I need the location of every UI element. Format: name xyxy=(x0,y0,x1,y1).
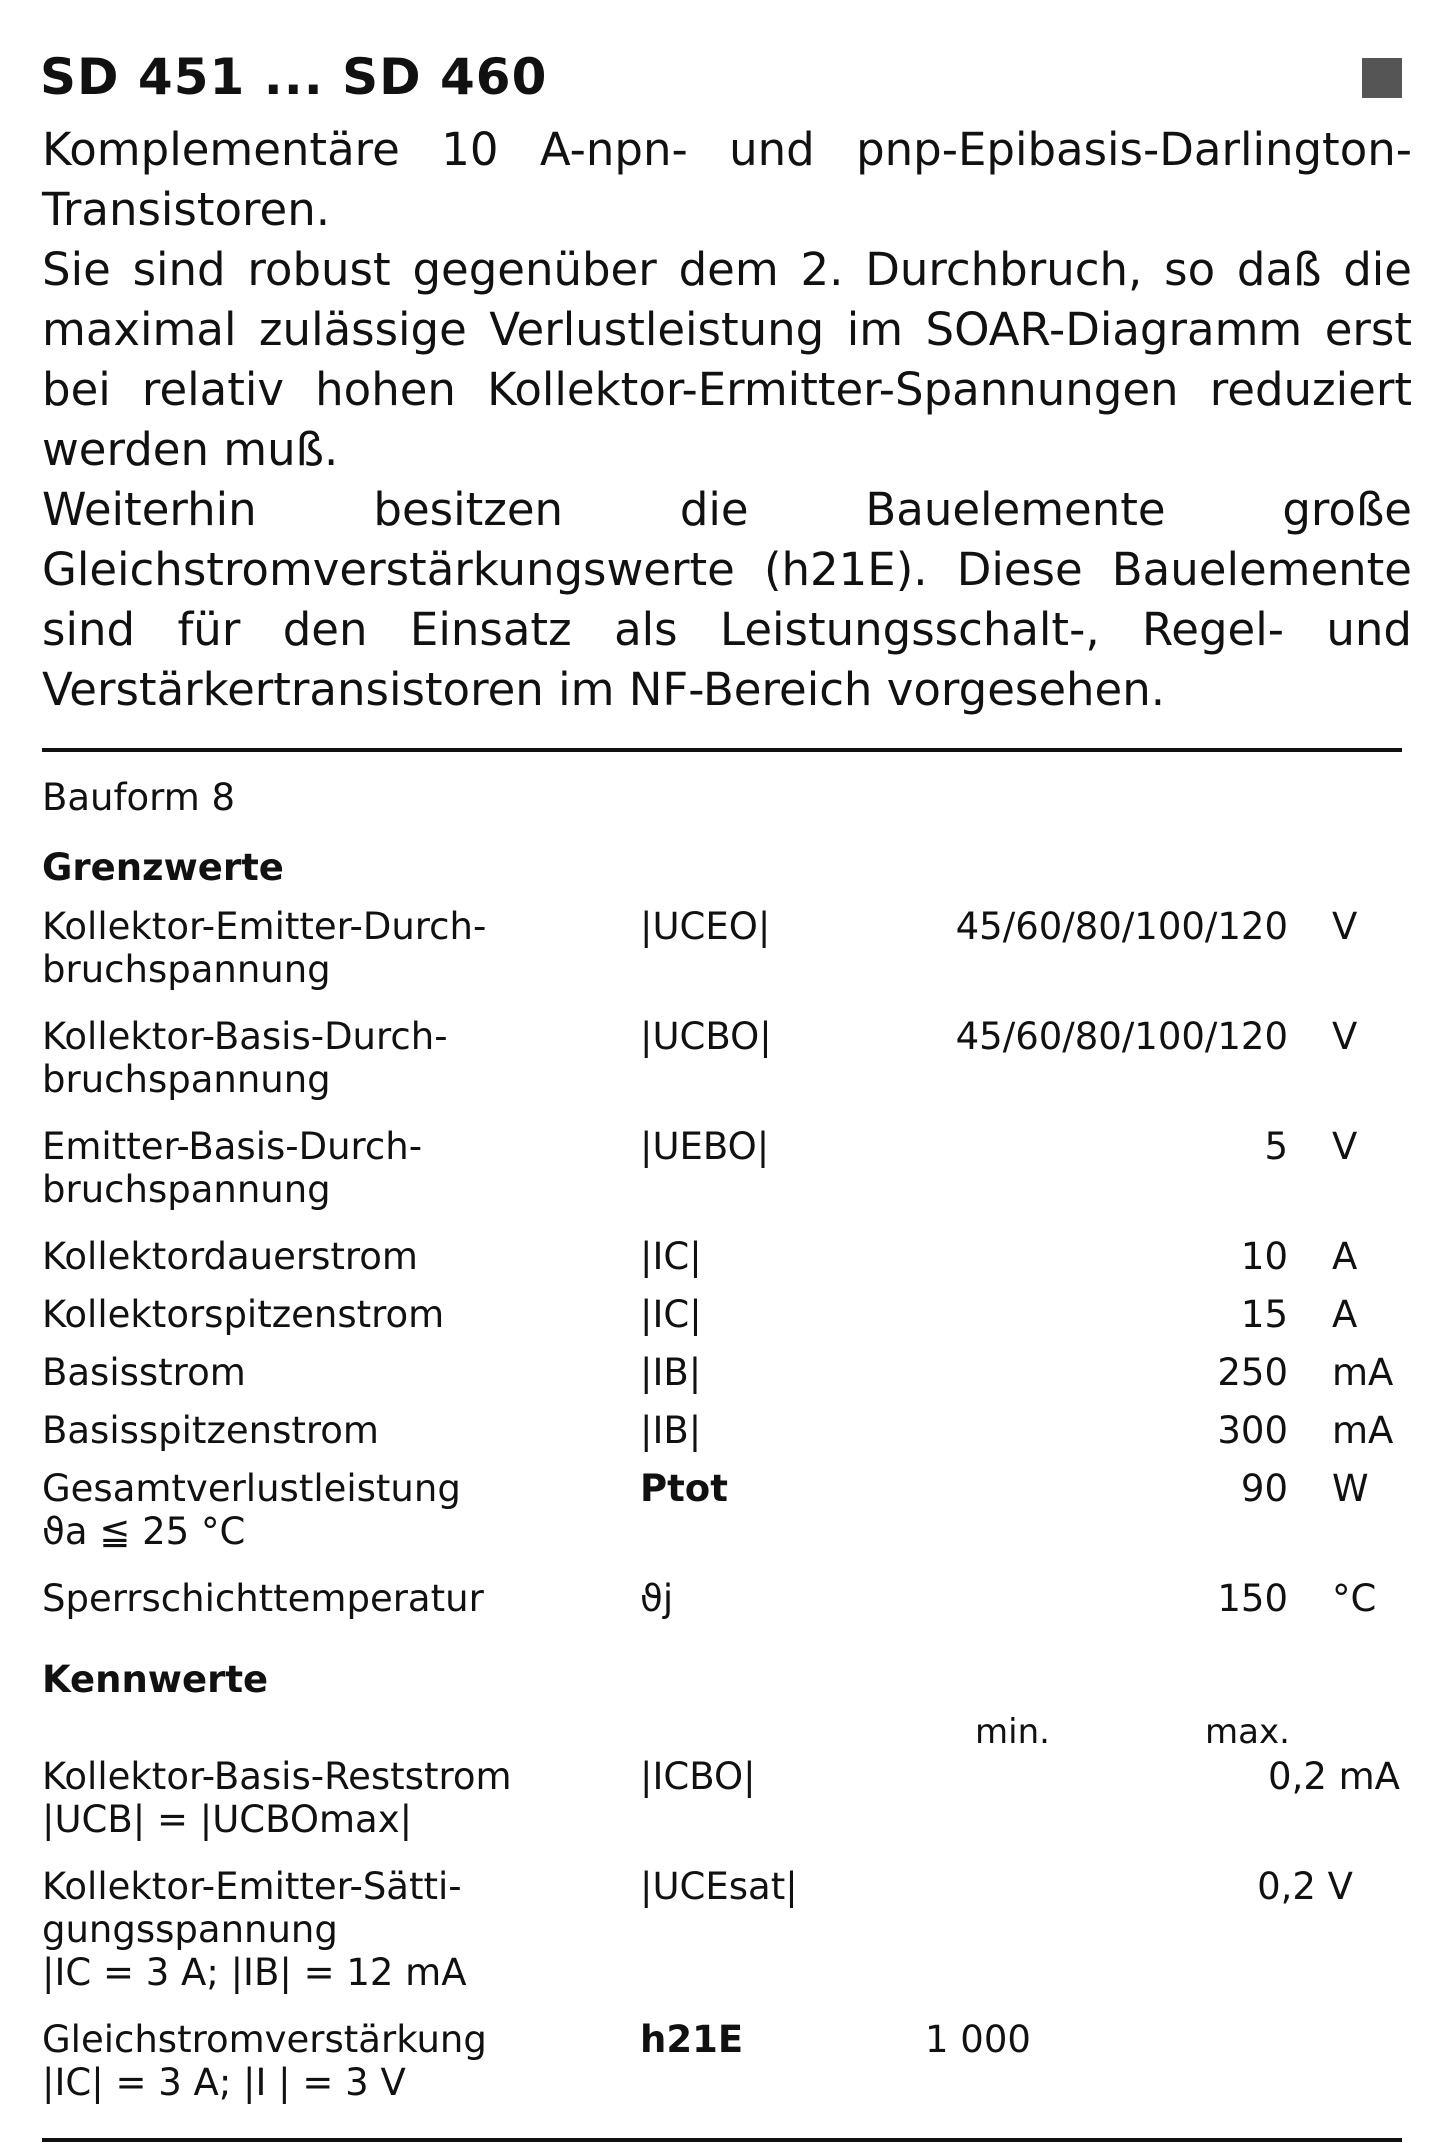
row-unit: W xyxy=(1332,1467,1369,1510)
row-symbol: |IC| xyxy=(640,1293,702,1336)
row-label: Sperrschichttemperatur xyxy=(42,1577,484,1620)
divider-top xyxy=(42,748,1402,752)
row-unit: A xyxy=(1332,1235,1358,1278)
row-unit: mA xyxy=(1332,1409,1394,1452)
corner-mark xyxy=(1362,58,1402,98)
row-label: Basisstrom xyxy=(42,1351,246,1394)
row-value: 90 xyxy=(1240,1467,1288,1510)
page-title: SD 451 ... SD 460 xyxy=(40,48,548,106)
row-value: 45/60/80/100/120 xyxy=(955,1015,1288,1058)
row-max: 0,2 V xyxy=(1257,1865,1353,1908)
row-symbol: |UCEO| xyxy=(640,905,771,948)
row-label: Kollektor-Emitter-Sätti- gungsspannung |IC = 3 A; |IB| = 12 mA xyxy=(42,1865,467,1994)
row-symbol: |ICBO| xyxy=(640,1755,756,1798)
row-unit: V xyxy=(1332,905,1358,948)
row-label: Basisspitzenstrom xyxy=(42,1409,379,1452)
row-symbol: |UCBO| xyxy=(640,1015,772,1058)
row-symbol: |IB| xyxy=(640,1409,702,1452)
row-label: Gesamtverlustleistung ϑa ≦ 25 °C xyxy=(42,1467,461,1553)
row-label: Kollektor-Basis-Reststrom |UCB| = |UCBOmax| xyxy=(42,1755,512,1841)
row-symbol: h21E xyxy=(640,2018,744,2061)
row-symbol: |UEBO| xyxy=(640,1125,770,1168)
row-unit: V xyxy=(1332,1015,1358,1058)
row-value: 10 xyxy=(1240,1235,1288,1278)
column-header-min: min. xyxy=(975,1712,1050,1752)
row-unit: mA xyxy=(1332,1351,1394,1394)
row-label: Kollektorspitzenstrom xyxy=(42,1293,445,1336)
row-unit: V xyxy=(1332,1125,1358,1168)
row-value: 250 xyxy=(1217,1351,1288,1394)
row-max: 0,2 mA xyxy=(1268,1755,1400,1798)
row-symbol: ϑj xyxy=(640,1577,674,1620)
row-min: 1 000 xyxy=(925,2018,1031,2061)
row-symbol: |IB| xyxy=(640,1351,702,1394)
row-label: Kollektor-Basis-Durch- bruchspannung xyxy=(42,1015,448,1101)
row-value: 150 xyxy=(1217,1577,1288,1620)
intro-text xyxy=(42,120,1412,720)
row-symbol: |UCEsat| xyxy=(640,1865,798,1908)
row-label: Kollektordauerstrom xyxy=(42,1235,418,1278)
row-value: 300 xyxy=(1217,1409,1288,1452)
row-value: 5 xyxy=(1264,1125,1288,1168)
kennwerte-heading: Kennwerte xyxy=(42,1658,269,1701)
divider-bottom xyxy=(42,2138,1402,2142)
row-value: 15 xyxy=(1240,1293,1288,1336)
row-label: Kollektor-Emitter-Durch- bruchspannung xyxy=(42,905,487,991)
row-symbol: Ptot xyxy=(640,1467,728,1510)
intro-paragraph: Komplementäre 10 A-npn- und pnp-Epibasis-Darlington-Transistoren. xyxy=(42,123,1412,236)
row-label: Emitter-Basis-Durch- bruchspannung xyxy=(42,1125,423,1211)
intro-paragraph: Weiterhin besitzen die Bauelemente große Gleichstromverstärkungswerte (h21E). Diese Bauelemente sind für den Einsatz als Leistungsschalt-, Regel- und Verstärkertransistoren im NF-Bereich vorgesehen. xyxy=(42,483,1412,716)
bauform-label: Bauform 8 xyxy=(42,776,236,819)
row-unit: °C xyxy=(1332,1577,1377,1620)
row-value: 45/60/80/100/120 xyxy=(955,905,1288,948)
grenzwerte-heading: Grenzwerte xyxy=(42,846,284,889)
intro-paragraph: Sie sind robust gegenüber dem 2. Durchbruch, so daß die maximal zulässige Verlustleistung im SOAR-Diagramm erst bei relativ hohen Kollektor-Ermitter-Spannungen reduziert werden muß. xyxy=(42,243,1412,476)
row-label: Gleichstromverstärkung |IC| = 3 A; |I | = 3 V xyxy=(42,2018,487,2104)
row-unit: A xyxy=(1332,1293,1358,1336)
column-header-max: max. xyxy=(1205,1712,1290,1752)
row-symbol: |IC| xyxy=(640,1235,702,1278)
